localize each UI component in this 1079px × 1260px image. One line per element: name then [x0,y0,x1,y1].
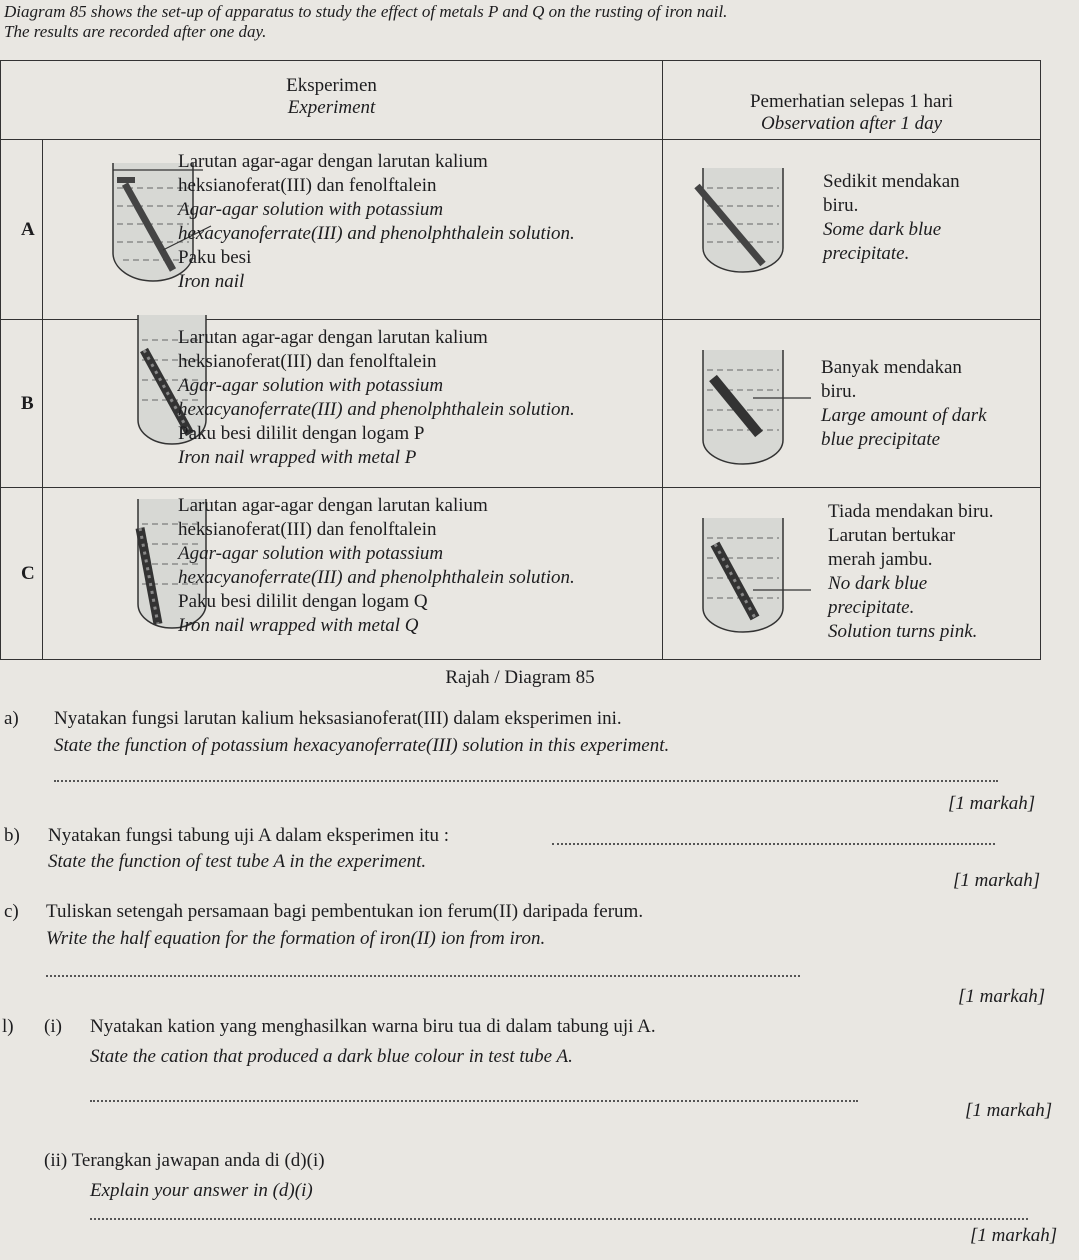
obs-en-1: Large amount of dark [821,405,987,426]
intro [4,2,727,42]
header-observation [663,61,1041,140]
question-b-label: b) [4,825,20,846]
question-c-en: Write the half equation for the formation of iron(II) ion from iron. [46,928,546,949]
nail-en: Iron nail wrapped with metal Q [178,615,419,636]
experiment-cell-a [43,140,663,320]
marks-c: [1 markah] [958,986,1046,1007]
intro-line-1: Diagram 85 shows the set-up of apparatus to study the effect of metals P and Q on the rusting of iron nail. [4,2,728,21]
obs-en-2: precipitate. [823,243,910,264]
observation-a [823,170,960,266]
row-label-a: A [1,140,43,320]
obs-ms-2: biru. [823,195,859,216]
obs-en-1: No dark blue [828,573,928,594]
question-d1-ms: Nyatakan kation yang menghasilkan warna biru tua di dalam tabung uji A. [90,1016,656,1037]
desc-ms-1: Larutan agar-agar dengan larutan kalium [178,327,488,348]
question-c-label: c) [4,901,19,922]
question-d1-en: State the cation that produced a dark blue colour in test tube A. [90,1046,573,1067]
obs-ms-2: Larutan bertukar [828,525,956,546]
table-row [1,320,1041,488]
desc-ms-1: Larutan agar-agar dengan larutan kalium [178,495,488,516]
experiment-cell-b [43,320,663,488]
marks-d2: [1 markah] [970,1225,1058,1246]
observation-b [821,356,987,452]
header-experiment [1,61,663,140]
observation-cell-b [663,320,1041,488]
marks-a: [1 markah] [948,793,1036,814]
desc-en-2: hexacyanoferrate(III) and phenolphthalein solution. [178,567,575,588]
result-tube-b-icon [693,350,813,470]
table-row [1,140,1041,320]
question-a-en: State the function of potassium hexacyanoferrate(III) solution in this experiment. [54,735,670,756]
question-d1-number: (i) [44,1016,62,1037]
answer-line-c[interactable] [46,975,800,977]
description-b [178,326,575,470]
desc-en-1: Agar-agar solution with potassium [178,199,444,220]
desc-en-1: Agar-agar solution with potassium [178,543,444,564]
header-observation-en: Observation after 1 day [761,113,943,134]
result-tube-a-icon [693,168,803,278]
question-b-en: State the function of test tube A in the experiment. [48,851,427,872]
row-label-b: B [1,320,43,488]
question-d-label: l) [2,1016,14,1037]
nail-ms: Paku besi [178,247,252,268]
observation-cell-a [663,140,1041,320]
table-header-row [1,61,1041,140]
nail-ms: Paku besi dililit dengan logam Q [178,591,428,612]
observation-cell-c [663,488,1041,660]
obs-ms-3: merah jambu. [828,549,933,570]
header-observation-ms: Pemerhatian selepas 1 hari [749,91,954,112]
question-d2-ms: (ii) Terangkan jawapan anda di (d)(i) [44,1150,325,1171]
experiment-table [0,60,1041,660]
table-row [1,488,1041,660]
question-a-label: a) [4,708,19,729]
desc-en-1: Agar-agar solution with potassium [178,375,444,396]
answer-line-b[interactable] [552,843,995,845]
marks-b: [1 markah] [953,870,1041,891]
obs-ms-1: Sedikit mendakan [823,171,960,192]
obs-en-2: precipitate. [828,597,915,618]
answer-line-d2[interactable] [90,1218,1028,1220]
result-tube-c-icon [693,518,813,638]
header-experiment-en: Experiment [287,97,376,118]
obs-ms-2: biru. [821,381,857,402]
question-b-ms: Nyatakan fungsi tabung uji A dalam eksperimen itu : [48,825,450,846]
obs-en-1: Some dark blue [823,219,942,240]
obs-ms-1: Tiada mendakan biru. [828,501,994,522]
observation-c [828,500,994,644]
experiment-cell-c [43,488,663,660]
intro-line-2: The results are recorded after one day. [4,22,267,41]
question-d2-en: Explain your answer in (d)(i) [90,1180,313,1201]
marks-d1: [1 markah] [965,1100,1053,1121]
nail-ms: Paku besi dililit dengan logam P [178,423,425,444]
answer-line-a[interactable] [54,780,998,782]
obs-ms-1: Banyak mendakan [821,357,962,378]
desc-en-2: hexacyanoferrate(III) and phenolphthalein solution. [178,223,575,244]
obs-en-2: blue precipitate [821,429,941,450]
row-label-c: C [1,488,43,660]
desc-ms-2: heksianoferat(III) dan fenolftalein [178,175,437,196]
obs-en-3: Solution turns pink. [828,621,978,642]
question-c-ms: Tuliskan setengah persamaan bagi pembentukan ion ferum(II) daripada ferum. [46,901,644,922]
description-c [178,494,575,638]
desc-en-2: hexacyanoferrate(III) and phenolphthalein solution. [178,399,575,420]
desc-ms-2: heksianoferat(III) dan fenolftalein [178,519,437,540]
nail-en: Iron nail wrapped with metal P [178,447,417,468]
description-a [178,150,575,294]
desc-ms-2: heksianoferat(III) dan fenolftalein [178,351,437,372]
desc-ms-1: Larutan agar-agar dengan larutan kalium [178,151,488,172]
answer-line-d1[interactable] [90,1100,858,1102]
diagram-caption: Rajah / Diagram 85 [445,667,595,688]
header-experiment-ms: Eksperimen [286,75,377,96]
nail-en: Iron nail [178,271,245,292]
question-a-ms: Nyatakan fungsi larutan kalium heksasianoferat(III) dalam eksperimen ini. [54,708,622,729]
